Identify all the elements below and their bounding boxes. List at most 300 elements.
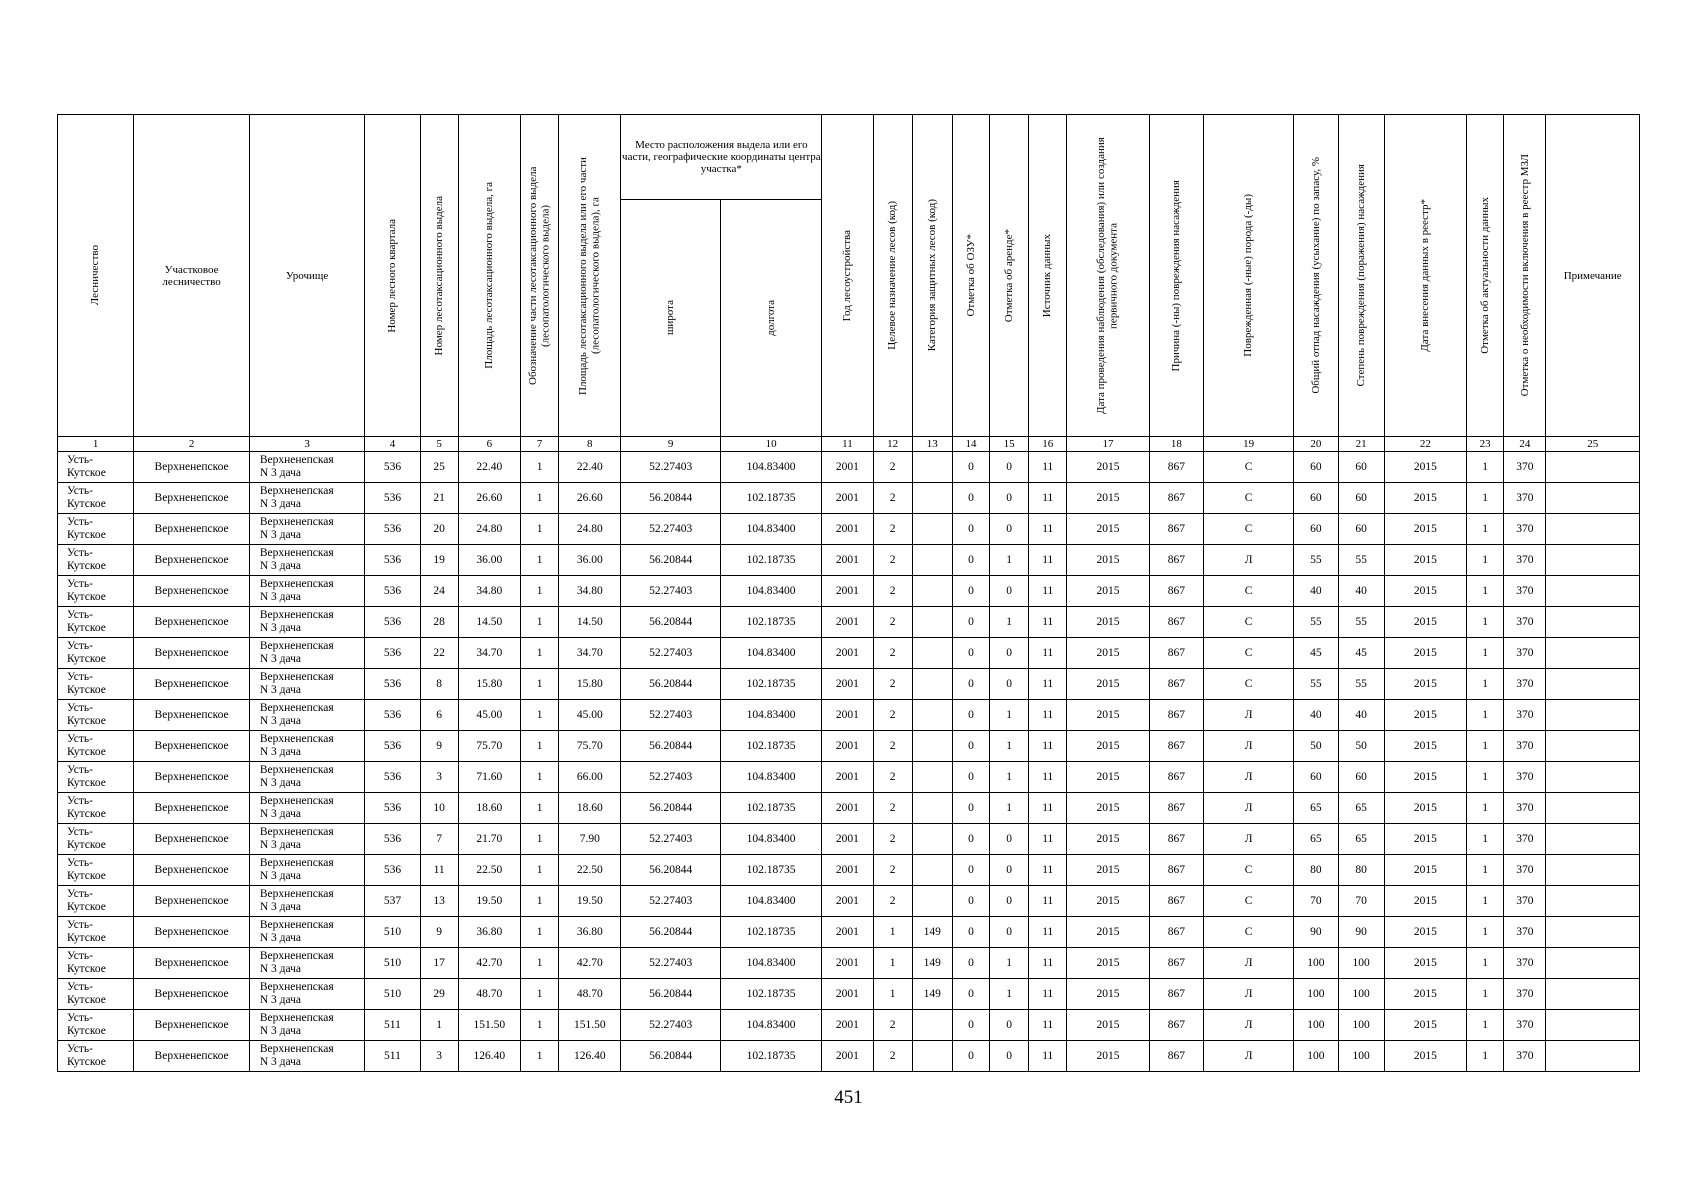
cause-cell: 867 [1149,545,1203,576]
dieback-cell: 45 [1294,638,1338,669]
latitude-cell: 56.20844 [621,669,720,700]
category-cell: 149 [912,979,952,1010]
mzl-cell: 370 [1504,855,1546,886]
tract-cell [249,607,365,638]
latitude-cell: 56.20844 [621,545,720,576]
purpose-cell: 2 [873,514,912,545]
purpose-cell: 2 [873,1010,912,1041]
category-cell [912,886,952,917]
forestry-line-1: Усть- [67,919,93,931]
degree-cell: 55 [1338,545,1384,576]
table-row [58,1010,1640,1041]
latitude-cell: 52.27403 [621,514,720,545]
degree-cell: 100 [1338,979,1384,1010]
forestry-line-2: Кутское [67,715,106,727]
source-cell: 11 [1029,700,1067,731]
dieback-cell: 55 [1294,545,1338,576]
forestry-line-2: Кутское [67,653,106,665]
category-cell [912,824,952,855]
lease-cell: 0 [990,1041,1029,1072]
lease-cell: 0 [990,824,1029,855]
part-cell: 1 [520,452,558,483]
relevance-cell: 1 [1467,514,1504,545]
species-cell: Л [1203,1041,1293,1072]
allotment-cell: 13 [420,886,458,917]
allotment-cell: 11 [420,855,458,886]
area-cell: 24.80 [458,514,520,545]
tract-line-2: N 3 дача [259,777,302,789]
date-cell: 2015 [1067,855,1149,886]
ozu-cell: 0 [952,483,989,514]
quarter-cell: 536 [365,576,420,607]
date-cell: 2015 [1067,917,1149,948]
ozu-cell: 0 [952,452,989,483]
purpose-cell: 2 [873,638,912,669]
source-cell: 11 [1029,855,1067,886]
header-data-source: Источник данных [1029,115,1067,437]
tract-cell [249,886,365,917]
column-number: 19 [1203,437,1293,452]
header-quarter-number: Номер лесного квартала [365,115,420,437]
date-cell: 2015 [1067,638,1149,669]
area-cell: 36.00 [458,545,520,576]
forestry-line-2: Кутское [67,529,106,541]
area-cell: 15.80 [458,669,520,700]
forestry-line-1: Усть- [67,609,93,621]
tract-cell [249,824,365,855]
degree-cell: 80 [1338,855,1384,886]
date-cell: 2015 [1067,483,1149,514]
relevance-cell: 1 [1467,762,1504,793]
header-damage-cause: Причина (-ны) повреждения насаждения [1149,115,1203,437]
part-area-cell: 34.80 [559,576,621,607]
quarter-cell: 511 [365,1010,420,1041]
dieback-cell: 40 [1294,576,1338,607]
date-cell: 2015 [1067,948,1149,979]
quarter-cell: 536 [365,607,420,638]
allotment-cell: 6 [420,700,458,731]
category-cell [912,1041,952,1072]
tract-cell [249,638,365,669]
column-number: 15 [990,437,1029,452]
column-number: 17 [1067,437,1149,452]
tract-line-1: Верхненепская [259,702,334,714]
column-number: 11 [822,437,873,452]
registry-date-cell: 2015 [1384,452,1466,483]
lease-cell: 1 [990,607,1029,638]
part-cell: 1 [520,483,558,514]
allotment-cell: 3 [420,1041,458,1072]
part-cell: 1 [520,824,558,855]
cause-cell: 867 [1149,855,1203,886]
note-cell [1546,607,1640,638]
cause-cell: 867 [1149,669,1203,700]
year-cell: 2001 [822,638,873,669]
forestry-line-1: Усть- [67,1012,93,1024]
relevance-cell: 1 [1467,1041,1504,1072]
mzl-cell: 370 [1504,607,1546,638]
category-cell [912,762,952,793]
lease-cell: 1 [990,948,1029,979]
forestry-line-2: Кутское [67,591,106,603]
header-district-forestry: Участковое лесничество [134,115,250,437]
relevance-cell: 1 [1467,669,1504,700]
table-row [58,762,1640,793]
table-row [58,731,1640,762]
category-cell [912,607,952,638]
longitude-cell: 102.18735 [720,607,821,638]
relevance-cell: 1 [1467,948,1504,979]
allotment-cell: 8 [420,669,458,700]
table-row [58,917,1640,948]
header-tract: Урочище [249,115,365,437]
allotment-cell: 9 [420,731,458,762]
degree-cell: 60 [1338,483,1384,514]
tract-line-1: Верхненепская [259,609,334,621]
year-cell: 2001 [822,1010,873,1041]
area-cell: 126.40 [458,1041,520,1072]
note-cell [1546,669,1640,700]
table-header [58,115,1640,452]
tract-line-2: N 3 дача [259,839,302,851]
forestry-cell [58,576,134,607]
year-cell: 2001 [822,576,873,607]
part-area-cell: 36.80 [559,917,621,948]
purpose-cell: 2 [873,731,912,762]
forestry-line-2: Кутское [67,994,106,1006]
date-cell: 2015 [1067,452,1149,483]
degree-cell: 40 [1338,700,1384,731]
year-cell: 2001 [822,917,873,948]
district-cell: Верхненепское [134,886,250,917]
relevance-cell: 1 [1467,855,1504,886]
tract-cell [249,1041,365,1072]
district-cell: Верхненепское [134,607,250,638]
allotment-cell: 25 [420,452,458,483]
source-cell: 11 [1029,762,1067,793]
relevance-cell: 1 [1467,700,1504,731]
forestry-cell [58,731,134,762]
date-cell: 2015 [1067,576,1149,607]
lease-cell: 1 [990,979,1029,1010]
ozu-cell: 0 [952,1041,989,1072]
source-cell: 11 [1029,514,1067,545]
mzl-cell: 370 [1504,483,1546,514]
tract-cell [249,669,365,700]
header-forest-purpose: Целевое назначение лесов (код) [873,115,912,437]
column-number: 23 [1467,437,1504,452]
part-area-cell: 22.50 [559,855,621,886]
purpose-cell: 2 [873,483,912,514]
tract-line-1: Верхненепская [259,454,334,466]
purpose-cell: 1 [873,948,912,979]
dieback-cell: 80 [1294,855,1338,886]
forestry-line-2: Кутское [67,808,106,820]
category-cell [912,731,952,762]
note-cell [1546,700,1640,731]
forestry-cell [58,669,134,700]
degree-cell: 60 [1338,762,1384,793]
latitude-cell: 52.27403 [621,700,720,731]
registry-date-cell: 2015 [1384,1010,1466,1041]
source-cell: 11 [1029,638,1067,669]
registry-date-cell: 2015 [1384,638,1466,669]
cause-cell: 867 [1149,793,1203,824]
note-cell [1546,514,1640,545]
table-row [58,855,1640,886]
cause-cell: 867 [1149,762,1203,793]
tract-line-2: N 3 дача [259,1056,302,1068]
relevance-cell: 1 [1467,824,1504,855]
tract-line-2: N 3 дача [259,870,302,882]
forestry-line-1: Усть- [67,826,93,838]
longitude-cell: 102.18735 [720,1041,821,1072]
tract-line-2: N 3 дача [259,560,302,572]
longitude-cell: 102.18735 [720,917,821,948]
longitude-cell: 104.83400 [720,1010,821,1041]
latitude-cell: 52.27403 [621,638,720,669]
tract-cell [249,979,365,1010]
mzl-cell: 370 [1504,452,1546,483]
cause-cell: 867 [1149,576,1203,607]
degree-cell: 70 [1338,886,1384,917]
district-cell: Верхненепское [134,700,250,731]
species-cell: Л [1203,731,1293,762]
part-area-cell: 24.80 [559,514,621,545]
year-cell: 2001 [822,979,873,1010]
tract-cell [249,1010,365,1041]
tract-cell [249,793,365,824]
category-cell [912,452,952,483]
degree-cell: 90 [1338,917,1384,948]
lease-cell: 0 [990,483,1029,514]
forestry-cell [58,452,134,483]
note-cell [1546,762,1640,793]
latitude-cell: 56.20844 [621,483,720,514]
note-cell [1546,979,1640,1010]
tract-cell [249,917,365,948]
latitude-cell: 52.27403 [621,886,720,917]
table-row [58,545,1640,576]
cause-cell: 867 [1149,731,1203,762]
allotment-cell: 21 [420,483,458,514]
dieback-cell: 60 [1294,483,1338,514]
tract-line-1: Верхненепская [259,578,334,590]
header-ozu-mark: Отметка об ОЗУ* [952,115,989,437]
forestry-line-1: Усть- [67,981,93,993]
source-cell: 11 [1029,948,1067,979]
source-cell: 11 [1029,669,1067,700]
year-cell: 2001 [822,669,873,700]
header-part-area: Площадь лесотаксационного выдела или его части (лесопатологического выдела), га [559,115,621,437]
quarter-cell: 510 [365,917,420,948]
dieback-cell: 55 [1294,607,1338,638]
tract-line-2: N 3 дача [259,994,302,1006]
table-row [58,483,1640,514]
tract-line-1: Верхненепская [259,950,334,962]
part-cell: 1 [520,1010,558,1041]
area-cell: 26.60 [458,483,520,514]
quarter-cell: 536 [365,638,420,669]
ozu-cell: 0 [952,762,989,793]
column-number: 13 [912,437,952,452]
tract-line-1: Верхненепская [259,919,334,931]
forest-damage-register-table [57,114,1640,1072]
relevance-cell: 1 [1467,607,1504,638]
cause-cell: 867 [1149,1010,1203,1041]
relevance-cell: 1 [1467,452,1504,483]
forestry-cell [58,793,134,824]
cause-cell: 867 [1149,886,1203,917]
tract-line-1: Верхненепская [259,640,334,652]
forestry-line-2: Кутское [67,777,106,789]
part-cell: 1 [520,576,558,607]
year-cell: 2001 [822,886,873,917]
degree-cell: 100 [1338,1010,1384,1041]
degree-cell: 60 [1338,452,1384,483]
tract-line-1: Верхненепская [259,671,334,683]
lease-cell: 1 [990,545,1029,576]
species-cell: Л [1203,1010,1293,1041]
forestry-line-2: Кутское [67,870,106,882]
area-cell: 14.50 [458,607,520,638]
lease-cell: 1 [990,762,1029,793]
quarter-cell: 536 [365,855,420,886]
part-cell: 1 [520,917,558,948]
year-cell: 2001 [822,948,873,979]
longitude-cell: 104.83400 [720,452,821,483]
forestry-cell [58,483,134,514]
forestry-cell [58,514,134,545]
allotment-cell: 1 [420,1010,458,1041]
registry-date-cell: 2015 [1384,948,1466,979]
district-cell: Верхненепское [134,793,250,824]
area-cell: 42.70 [458,948,520,979]
tract-line-1: Верхненепская [259,888,334,900]
species-cell: С [1203,917,1293,948]
forestry-line-2: Кутское [67,963,106,975]
header-forestry: Лесничество [58,115,134,437]
area-cell: 19.50 [458,886,520,917]
tract-cell [249,731,365,762]
dieback-cell: 65 [1294,793,1338,824]
table-row [58,1041,1640,1072]
district-cell: Верхненепское [134,576,250,607]
date-cell: 2015 [1067,514,1149,545]
forestry-line-1: Усть- [67,671,93,683]
allotment-cell: 29 [420,979,458,1010]
latitude-cell: 56.20844 [621,917,720,948]
ozu-cell: 0 [952,576,989,607]
lease-cell: 0 [990,638,1029,669]
district-cell: Верхненепское [134,731,250,762]
header-longitude: долгота [720,200,821,437]
dieback-cell: 60 [1294,762,1338,793]
source-cell: 11 [1029,452,1067,483]
longitude-cell: 102.18735 [720,669,821,700]
area-cell: 71.60 [458,762,520,793]
tract-line-2: N 3 дача [259,715,302,727]
area-cell: 22.40 [458,452,520,483]
quarter-cell: 536 [365,514,420,545]
date-cell: 2015 [1067,669,1149,700]
longitude-cell: 102.18735 [720,979,821,1010]
species-cell: С [1203,669,1293,700]
cause-cell: 867 [1149,700,1203,731]
forestry-cell [58,948,134,979]
allotment-cell: 7 [420,824,458,855]
tract-cell [249,948,365,979]
longitude-cell: 104.83400 [720,700,821,731]
mzl-cell: 370 [1504,1010,1546,1041]
longitude-cell: 102.18735 [720,731,821,762]
lease-cell: 0 [990,917,1029,948]
tract-line-1: Верхненепская [259,516,334,528]
note-cell [1546,452,1640,483]
registry-date-cell: 2015 [1384,545,1466,576]
source-cell: 11 [1029,917,1067,948]
district-cell: Верхненепское [134,824,250,855]
date-cell: 2015 [1067,979,1149,1010]
forestry-cell [58,638,134,669]
area-cell: 18.60 [458,793,520,824]
tract-line-2: N 3 дача [259,901,302,913]
quarter-cell: 536 [365,483,420,514]
dieback-cell: 50 [1294,731,1338,762]
forestry-cell [58,607,134,638]
date-cell: 2015 [1067,886,1149,917]
tract-line-2: N 3 дача [259,591,302,603]
cause-cell: 867 [1149,638,1203,669]
table-row [58,948,1640,979]
mzl-cell: 370 [1504,824,1546,855]
note-cell [1546,824,1640,855]
cause-cell: 867 [1149,514,1203,545]
column-number: 12 [873,437,912,452]
ozu-cell: 0 [952,855,989,886]
forestry-line-1: Усть- [67,640,93,652]
district-cell: Верхненепское [134,483,250,514]
degree-cell: 55 [1338,607,1384,638]
degree-cell: 60 [1338,514,1384,545]
latitude-cell: 56.20844 [621,1041,720,1072]
header-allotment-area: Площадь лесотаксационного выдела, га [458,115,520,437]
lease-cell: 0 [990,1010,1029,1041]
mzl-cell: 370 [1504,917,1546,948]
table-row [58,607,1640,638]
allotment-cell: 20 [420,514,458,545]
degree-cell: 40 [1338,576,1384,607]
column-number: 3 [249,437,365,452]
forestry-line-2: Кутское [67,1025,106,1037]
column-number: 5 [420,437,458,452]
forestry-cell [58,762,134,793]
column-number: 24 [1504,437,1546,452]
source-cell: 11 [1029,979,1067,1010]
forestry-cell [58,979,134,1010]
source-cell: 11 [1029,483,1067,514]
ozu-cell: 0 [952,638,989,669]
allotment-cell: 19 [420,545,458,576]
ozu-cell: 0 [952,793,989,824]
ozu-cell: 0 [952,731,989,762]
longitude-cell: 102.18735 [720,483,821,514]
latitude-cell: 56.20844 [621,979,720,1010]
mzl-cell: 370 [1504,514,1546,545]
tract-cell [249,855,365,886]
purpose-cell: 2 [873,793,912,824]
header-total-dieback: Общий отпад насаждения (усыхание) по запасу, % [1294,115,1338,437]
